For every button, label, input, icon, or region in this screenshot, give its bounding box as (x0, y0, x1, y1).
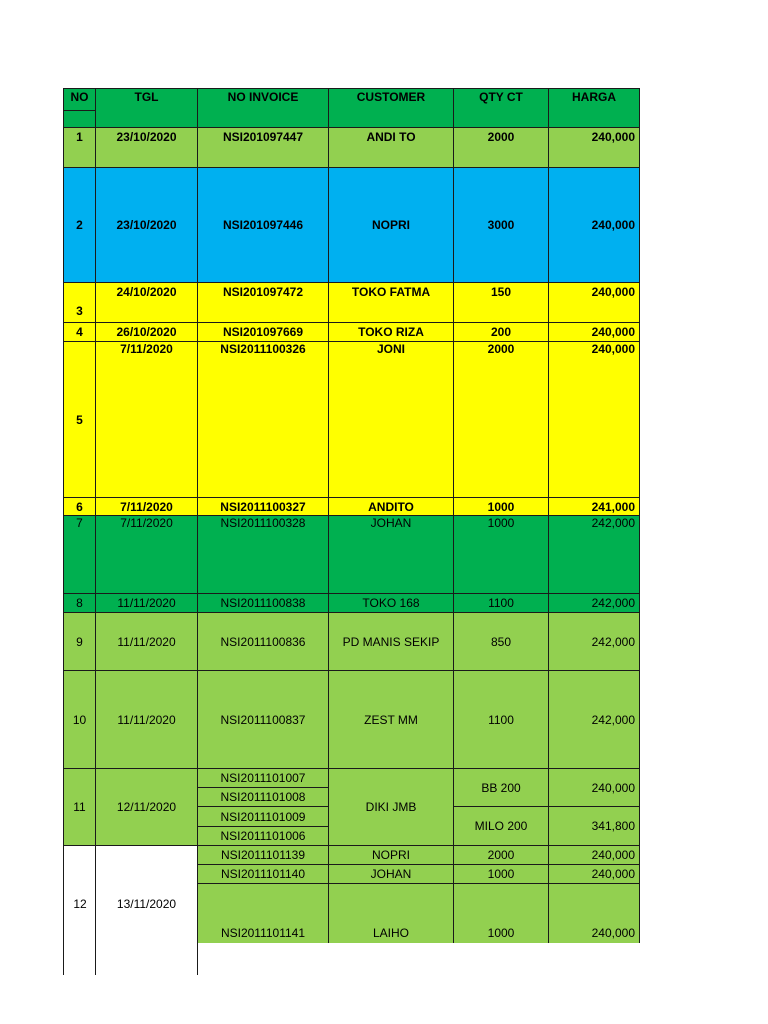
row-3-no: 3 (63, 282, 96, 323)
row-11-invoice-c: NSI2011101009 (197, 806, 329, 827)
header-harga: HARGA (548, 88, 640, 128)
row-10-harga: 242,000 (548, 670, 640, 769)
row-8-tgl: 11/11/2020 (95, 593, 198, 613)
row-1-no: 1 (63, 127, 96, 168)
row-2-customer: NOPRI (328, 167, 454, 283)
row-1-customer: ANDI TO (328, 127, 454, 168)
row-6-customer: ANDITO (328, 497, 454, 516)
row-12-customer-a: NOPRI (328, 845, 454, 865)
row-11-invoice-d: NSI2011101006 (197, 826, 329, 846)
row-12-customer-b: JOHAN (328, 864, 454, 884)
row-7-no: 7 (63, 515, 96, 594)
row-11-harga-b: 341,800 (548, 806, 640, 846)
row-2-qty: 3000 (453, 167, 549, 283)
row-4-invoice: NSI201097669 (197, 322, 329, 342)
row-5-invoice: NSI2011100326 (197, 341, 329, 498)
row-12-no: 12 (63, 845, 96, 975)
row-6-invoice: NSI2011100327 (197, 497, 329, 516)
row-12-harga-b: 240,000 (548, 864, 640, 884)
header-no-invoice: NO INVOICE (197, 88, 329, 128)
row-4-no: 4 (63, 322, 96, 342)
row-10-qty: 1100 (453, 670, 549, 769)
row-11-tgl: 12/11/2020 (95, 768, 198, 846)
row-5-customer: JONI (328, 341, 454, 498)
row-3-customer: TOKO FATMA (328, 282, 454, 323)
row-7-harga: 242,000 (548, 515, 640, 594)
row-10-tgl: 11/11/2020 (95, 670, 198, 769)
header-divider (63, 110, 96, 111)
row-9-invoice: NSI2011100836 (197, 612, 329, 671)
row-6-no: 6 (63, 497, 96, 516)
row-12-qty-a: 2000 (453, 845, 549, 865)
row-12-harga-c: 240,000 (548, 883, 640, 943)
row-9-harga: 242,000 (548, 612, 640, 671)
row-12-customer-c: LAIHO (328, 883, 454, 943)
row-12-invoice-c: NSI2011101141 (197, 883, 329, 943)
row-11-no: 11 (63, 768, 96, 846)
row-7-customer: JOHAN (328, 515, 454, 594)
row-11-qty-b: MILO 200 (453, 806, 549, 846)
row-5-qty: 2000 (453, 341, 549, 498)
row-2-no: 2 (63, 167, 96, 283)
row-10-customer: ZEST MM (328, 670, 454, 769)
row-5-tgl: 7/11/2020 (95, 341, 198, 498)
row-4-customer: TOKO RIZA (328, 322, 454, 342)
row-1-qty: 2000 (453, 127, 549, 168)
row-1-harga: 240,000 (548, 127, 640, 168)
row-6-harga: 241,000 (548, 497, 640, 516)
row-9-tgl: 11/11/2020 (95, 612, 198, 671)
row-12-invoice-b: NSI2011101140 (197, 864, 329, 884)
header-tgl: TGL (95, 88, 198, 128)
row-12-qty-b: 1000 (453, 864, 549, 884)
row-3-tgl: 24/10/2020 (95, 282, 198, 323)
row-4-qty: 200 (453, 322, 549, 342)
row-8-harga: 242,000 (548, 593, 640, 613)
row-9-qty: 850 (453, 612, 549, 671)
row-11-invoice-a: NSI2011101007 (197, 768, 329, 788)
row-9-no: 9 (63, 612, 96, 671)
row-3-qty: 150 (453, 282, 549, 323)
row-1-invoice: NSI201097447 (197, 127, 329, 168)
row-5-no: 5 (63, 341, 96, 498)
row-3-harga: 240,000 (548, 282, 640, 323)
row-11-customer: DIKI JMB (328, 768, 454, 846)
row-11-qty-a: BB 200 (453, 768, 549, 807)
row-4-tgl: 26/10/2020 (95, 322, 198, 342)
row-11-invoice-b: NSI2011101008 (197, 787, 329, 807)
row-11-harga-a: 240,000 (548, 768, 640, 807)
row-3-invoice: NSI201097472 (197, 282, 329, 323)
header-no: NO (63, 88, 96, 128)
row-2-tgl: 23/10/2020 (95, 167, 198, 283)
row-5-harga: 240,000 (548, 341, 640, 498)
row-1-tgl: 23/10/2020 (95, 127, 198, 168)
row-6-tgl: 7/11/2020 (95, 497, 198, 516)
row-12-invoice-a: NSI2011101139 (197, 845, 329, 865)
header-customer: CUSTOMER (328, 88, 454, 128)
row-12-qty-c: 1000 (453, 883, 549, 943)
row-7-qty: 1000 (453, 515, 549, 594)
row-8-customer: TOKO 168 (328, 593, 454, 613)
row-4-harga: 240,000 (548, 322, 640, 342)
row-2-invoice: NSI201097446 (197, 167, 329, 283)
row-10-no: 10 (63, 670, 96, 769)
row-12-tgl: 13/11/2020 (95, 845, 198, 975)
row-8-invoice: NSI2011100838 (197, 593, 329, 613)
header-qty-ct: QTY CT (453, 88, 549, 128)
row-7-invoice: NSI2011100328 (197, 515, 329, 594)
row-6-qty: 1000 (453, 497, 549, 516)
row-9-customer: PD MANIS SEKIP (328, 612, 454, 671)
row-2-harga: 240,000 (548, 167, 640, 283)
row-8-qty: 1100 (453, 593, 549, 613)
row-12-harga-a: 240,000 (548, 845, 640, 865)
row-8-no: 8 (63, 593, 96, 613)
row-7-tgl: 7/11/2020 (95, 515, 198, 594)
row-10-invoice: NSI2011100837 (197, 670, 329, 769)
